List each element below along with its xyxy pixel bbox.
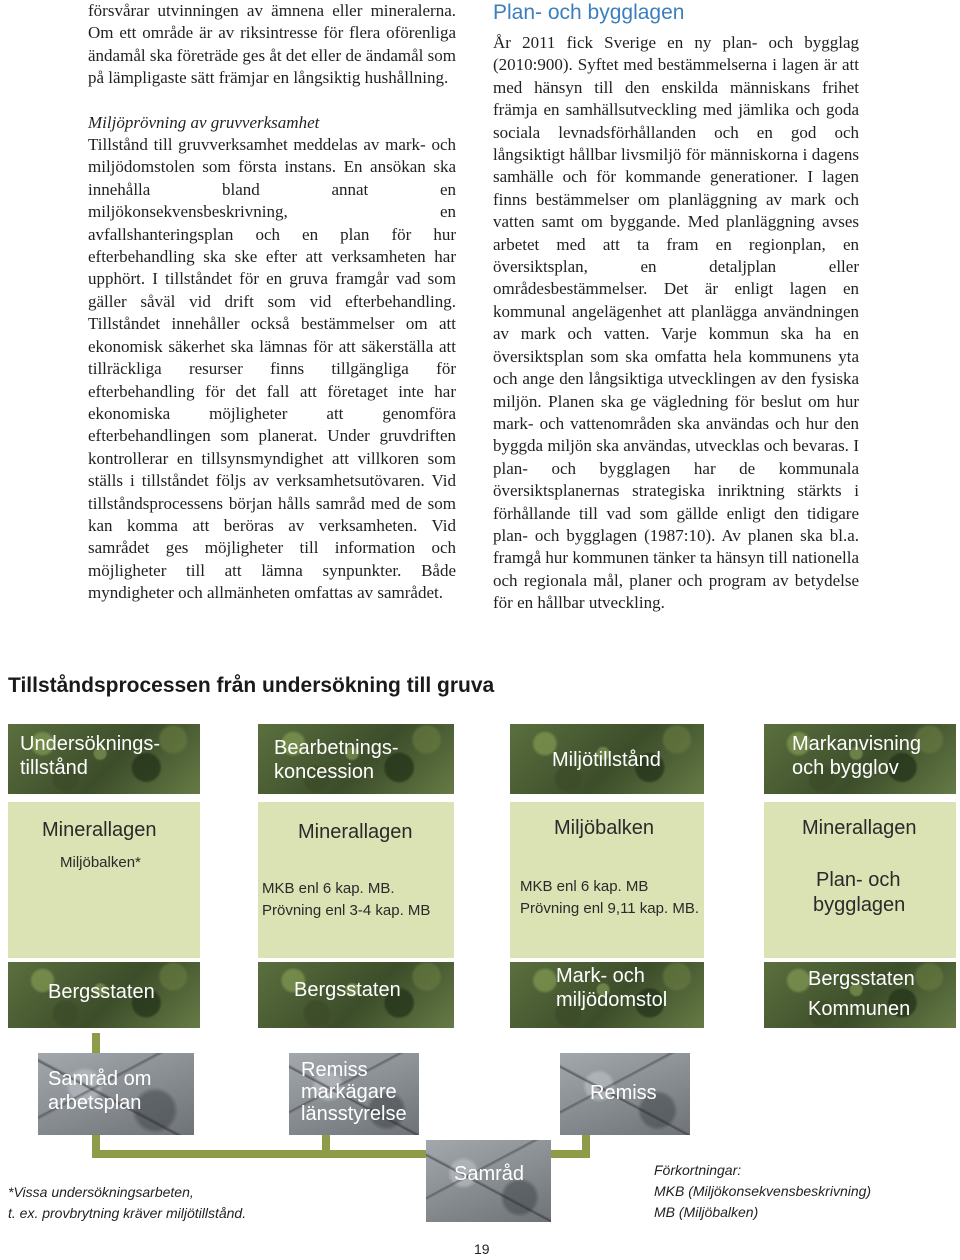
law-box-miljobalken xyxy=(510,802,704,958)
law-sub-label: MKB enl 6 kap. MB xyxy=(520,878,649,895)
law-sub-label: Prövning enl 3-4 kap. MB xyxy=(262,902,431,919)
connector-line xyxy=(92,1033,100,1055)
permit-label-line: Bearbetnings- xyxy=(274,737,399,759)
authority-label: Kommunen xyxy=(808,998,911,1020)
abbreviation-line: MB (Miljöbalken) xyxy=(654,1204,759,1220)
permit-box-markanvisning xyxy=(764,724,956,794)
law-box-minerallagen-2 xyxy=(258,802,454,958)
permit-label-line: Markanvisning xyxy=(792,733,921,755)
law-sub-label: Miljöbalken* xyxy=(60,854,141,871)
final-label: Samråd xyxy=(454,1163,525,1185)
miljoprovning-paragraph: Tillstånd till gruvverksamhet meddelas av mark- och miljödomstolen som första instans. En ansökan ska innehålla bland annat en miljökonsekvensbeskrivning, en avfallshanteringsplan och en plan för hur efterbehandling ska ske efter att verksamheten har upphört. I tillståndet för en gruva framgår vad som gäller såväl vid drift som vid efterbehandling. Tillståndet innehåller också bestämmelser om att ekonomisk säkerhet ska lämnas för att säkerställa att tillräckliga resurser finns tillgängliga för efterbehandling för det fall att företaget inte har ekonomiska möjligheter att genomföra efterbehandlingen som planerat. Under gruvdriften kontrollerar en tillsynsmyndighet att villkoren som ställs i tillståndet följs av verksamhetsutövaren. Vid tillståndsprocessens början hålls samråd med de som kan komma att beröras av verksamheten. Vid samrådet ges möjligheter till information och möjligheter till att lämna synpunkter. Både myndigheter och allmänheten omfattas av samrådet. xyxy=(88,135,456,603)
law-main-label: Minerallagen xyxy=(802,817,917,839)
law-box-minerallagen-3 xyxy=(764,802,956,958)
consult-label-line: Remiss xyxy=(301,1059,368,1081)
authority-label: Bergsstaten xyxy=(48,981,155,1003)
consult-box-remiss xyxy=(560,1053,690,1135)
permit-label-line: tillstånd xyxy=(20,757,88,779)
footnote-line: *Vissa undersökningsarbeten, xyxy=(8,1184,194,1200)
intro-paragraph: försvårar utvinningen av ämnena eller mineralerna. Om ett område är av riksintresse för flera oförenliga ändamål ska företräde ges åt det eller de ändamål som på lämpligaste sätt främjar en långsiktig hushållning. xyxy=(88,1,456,88)
consult-label-line: markägare xyxy=(301,1081,397,1103)
permit-label-line: koncession xyxy=(274,761,375,783)
authority-box-bergsstaten-kommunen xyxy=(764,962,956,1028)
pbl-heading: Plan- och bygglagen xyxy=(493,1,685,24)
permit-box-bearbetningskoncession xyxy=(258,724,454,794)
subheading-miljoprovning: Miljöprövning av gruvverksamhet xyxy=(88,112,320,132)
abbreviation-line: MKB (Miljökonsekvensbeskrivning) xyxy=(654,1183,872,1199)
consult-box-remiss-markagare xyxy=(289,1053,419,1135)
law-main-label: Minerallagen xyxy=(298,821,413,843)
permit-box-undersokningstillstand xyxy=(8,724,200,794)
consult-label-line: Samråd om xyxy=(48,1068,152,1090)
authority-label: miljödomstol xyxy=(556,989,668,1011)
footnote-line: t. ex. provbrytning kräver miljötillstånd. xyxy=(8,1205,247,1221)
abbreviations xyxy=(654,1160,871,1223)
permit-label-line: Undersöknings- xyxy=(20,733,161,755)
connector-line xyxy=(92,1150,432,1158)
authority-label: Bergsstaten xyxy=(808,968,915,990)
authority-label: Mark- och xyxy=(556,965,645,987)
authority-box-mark-miljodomstol xyxy=(510,962,704,1028)
footnote xyxy=(8,1182,246,1224)
law-main-label: Miljöbalken xyxy=(554,817,655,839)
law-sub-label: Plan- och xyxy=(816,869,901,891)
consult-label-line: länsstyrelse xyxy=(301,1103,407,1125)
authority-label: Bergsstaten xyxy=(294,979,401,1001)
pbl-paragraph: År 2011 fick Sverige en ny plan- och bygglag (2010:900). Syftet med bestämmelserna i lagen är att med hänsyn till den enskilda människans frihet främja en samhällsutveckling med jämlika och goda sociala levnadsförhållanden och en god och långsiktigt hållbar livsmiljö för människorna i dagens samhälle och för kommande generationer. I lagen finns bestämmelser om planläggning av mark och vatten samt om byggande. Med planläggning avses arbetet med att ta fram en regionplan, en översiktsplan, en detaljplan eller områdesbestämmelser. Det är enligt lagen en kommunal angelägenhet att planlägga användningen av mark och vatten. Varje kommun ska ha en översiktsplan som ska omfatta hela kommunens yta och ange den långsiktiga utvecklingen av den fysiska miljön. Planen ska ge vägledning för beslut om hur mark- och vattenområden ska användas och hur den byggda miljön ska användas, utvecklas och bevaras. I plan- och bygglagen har de kommunala översiktsplanernas strategiska inriktning stärkts i förhållande till vad som gällde enligt den tidigare plan- och bygglagen (1987:10). Av planen ska bl.a. framgå hur kommunen tänker ta hänsyn till nationella och regionala mål, planer och program av betydelse för en hållbar utveckling. xyxy=(493,33,859,613)
law-box-minerallagen-1 xyxy=(8,802,200,958)
law-sub-label: bygglagen xyxy=(813,894,906,916)
connector-line xyxy=(322,1133,330,1155)
permit-label-line: och bygglov xyxy=(792,757,899,779)
page-number: 19 xyxy=(474,1241,490,1257)
permit-label-line: Miljötillstånd xyxy=(552,749,661,771)
abbreviations-heading: Förkortningar: xyxy=(654,1162,742,1178)
consult-label-line: arbetsplan xyxy=(48,1092,142,1114)
consult-box-samrad-arbetsplan xyxy=(38,1053,194,1135)
right-text-column xyxy=(493,0,859,615)
authority-box-bergsstaten-2 xyxy=(258,962,454,1028)
consult-label-line: Remiss xyxy=(590,1082,657,1104)
final-box-samrad xyxy=(426,1140,551,1222)
law-sub-label: MKB enl 6 kap. MB. xyxy=(262,880,395,897)
authority-box-bergsstaten-1 xyxy=(8,962,200,1028)
left-text-column xyxy=(88,0,456,605)
law-sub-label: Prövning enl 9,11 kap. MB. xyxy=(520,900,699,917)
law-main-label: Minerallagen xyxy=(42,819,157,841)
process-title: Tillståndsprocessen från undersökning till gruva xyxy=(8,674,495,697)
permit-box-miljotillstand xyxy=(510,724,704,794)
